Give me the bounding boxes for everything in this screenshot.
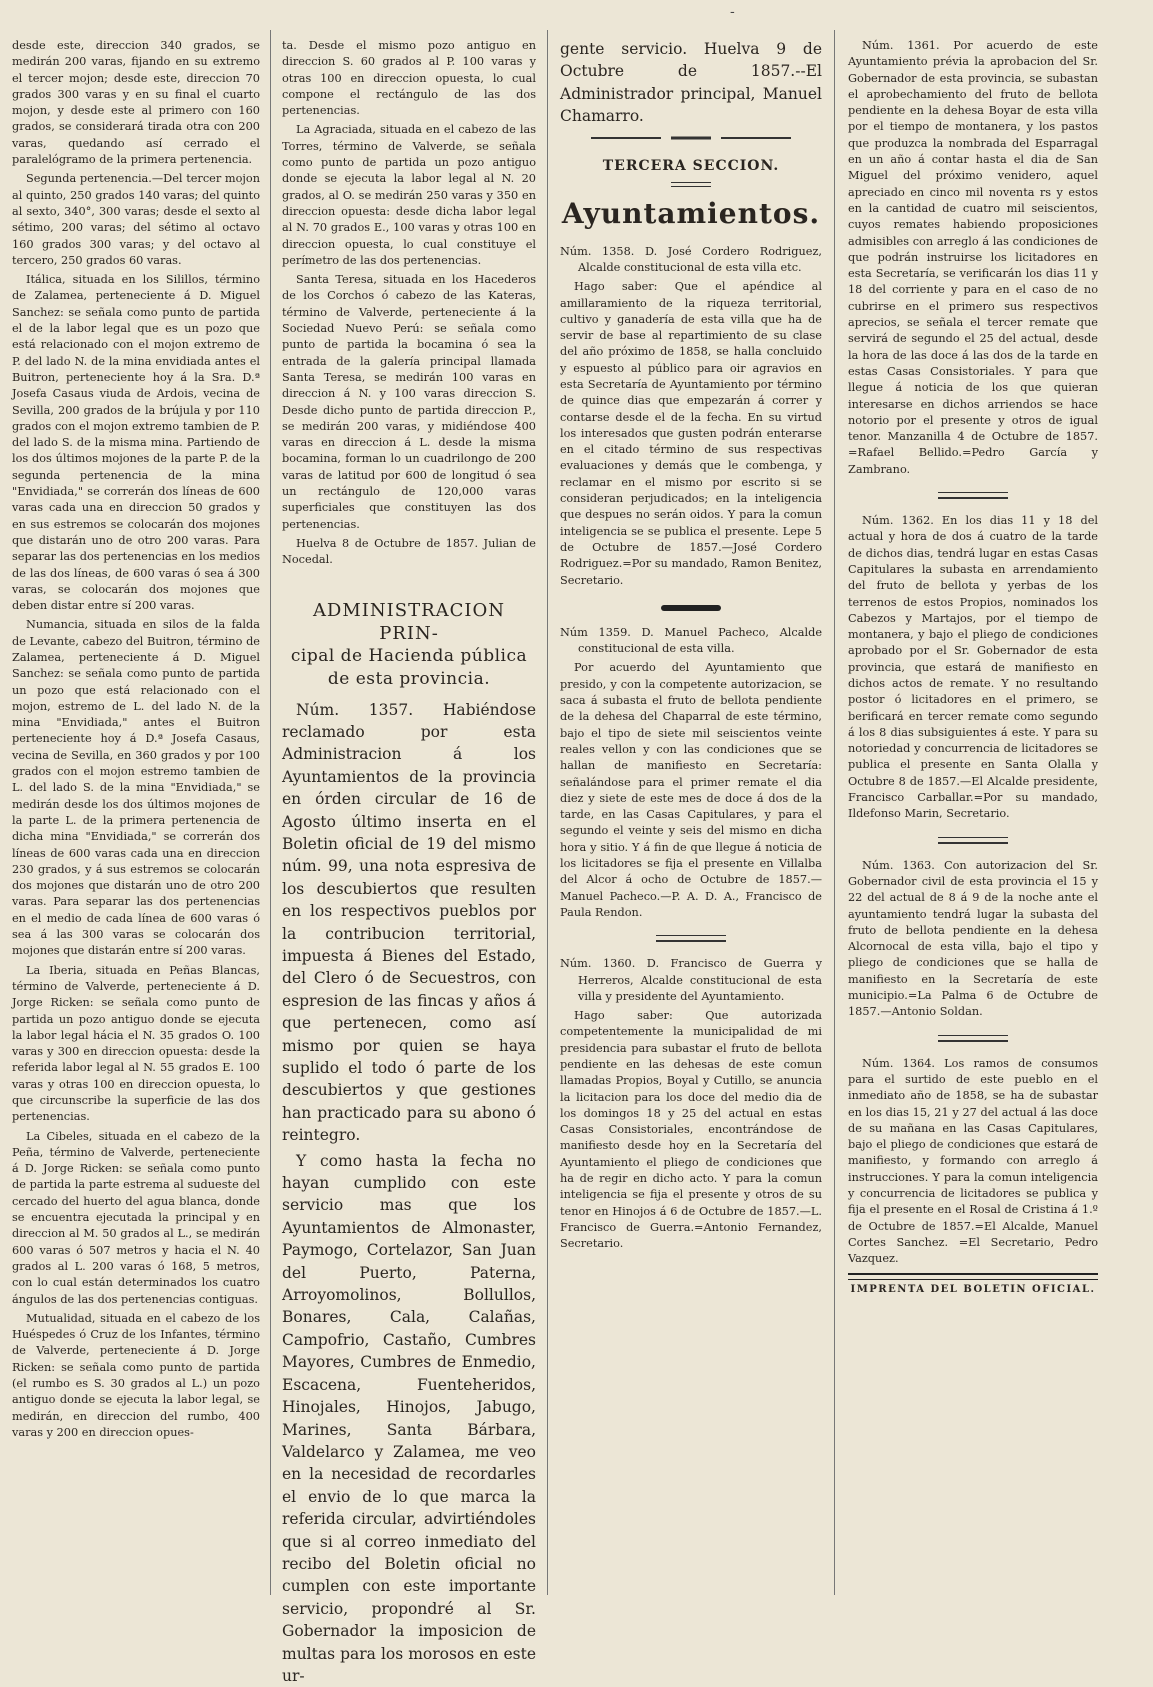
administracion-heading (286, 599, 532, 691)
mine-la-cibeles: La Cibeles, situada en el cabezo de la Peña, término de Valverde, perteneciente á D. Jorge Ricken: se señala como punto de partida la parte estrema al sudueste del cercado del huerto del agua blanca, donde se encuentra ejecutada la principal y en direccion al M. 50 grados al L., se medirán 600 varas ó 507 metros y hacia el N. 40 grados al L. 200 varas ó 168, 5 metros, con lo cual están determinados los cuatro ángulos de las dos pertenencias contiguas. (12, 1129, 260, 1308)
administracion-subtitle: cipal de Hacienda pública de esta provincia. (286, 645, 532, 691)
separator-rule (938, 837, 1008, 844)
notice-1357-body: Núm. 1357. Habiéndose reclamado por esta Administracion á los Ayuntamientos de la provincia en órden circular de 16 de Agosto último inserta en el Boletin oficial de 19 del mismo núm. 99, una nota espresiva de los descubiertos que resulten en los respectivos pueblos por la contribucion territorial, impuesta á Bienes del Estado, del Clero ó de Secuestros, con espresion de las fincas y años á que pertenecen, como así mismo por quien se haya suplido el todo ó parte de los descubiertos y que gestiones han practicado para su abono ó reintegro. (282, 699, 536, 1147)
notice-1357-body-2: Y como hasta la fecha no hayan cumplido con este servicio mas que los Ayuntamientos de Almonaster, Paymogo, Cortelazor, San Juan del Puerto, Paterna, Arroyomolinos, Bollullos, Bonares, Cala, Calañas, Campofrio, Castaño, Cumbres Mayores, Cumbres de Enmedio, Escacena, Fuenteheridos, Hinojales, Hinojos, Jabugo, Marines, Santa Bárbara, Valdelarco y Zalamea, me veo en la necesidad de recordarles el envio de lo que marca la referida circular, advirtiéndoles que si al correo inmediato del recibo del Boletin oficial no cumplen con este importante servicio, propondré al Sr. Gobernador la imposicion de multas para los morosos en este ur- (282, 1150, 536, 1687)
notice-1363: Núm. 1363. Con autorizacion del Sr. Gobernador civil de esta provincia el 15 y 22 del actual de 8 á 9 de la noche ante el ayuntamiento tendrá lugar la subasta del fruto de bellota pendiente en la dehesa Alcornocal de esta villa, bajo el tipo y pliego de condiciones que se halla de manifiesto en la Secretaría de este municipio.=La Palma 6 de Octubre de 1857.—Antonio Soldan. (848, 858, 1098, 1021)
small-rule (671, 182, 711, 187)
notice-1358-heading: Núm. 1358. D. José Cordero Rodriguez, Alcalde constitucional de esta villa etc. (560, 244, 822, 277)
notice-1358-body: Hago saber: Que el apéndice al amillaramiento de la riqueza territorial, cultivo y ganadería de esta villa que ha de servir de base al repartimiento de su clase del año próximo de 1858, se halla concluido y espuesto al público para oir agravios en esta Secretaría de Ayuntamiento por término de quince dias que empezarán á correr y contarse desde el de la fecha. En su virtud los interesados que gusten podrán enterarse en el citado término de sus respectivas evaluaciones y demás que le combenga, y reclamar en el mismo por escrito si se consideran perjudicados; en la inteligencia que despues no serán oidos. Y para la comun inteligencia se se publica el presente. Lepe 5 de Octubre de 1857.—José Cordero Rodriguez.=Por su mandado, Ramon Benitez, Secretario. (560, 279, 822, 589)
mine-mutualidad: Mutualidad, situada en el cabezo de los Huéspedes ó Cruz de los Infantes, término de Valverde, perteneciente á D. Jorge Ricken: se señala como punto de partida (el rumbo es S. 30 grados al L.) un pozo antiguo donde se ejecuta la labor legal, se medirán, en direccion del rumbo, 400 varas y 200 en direccion opues- (12, 1311, 260, 1441)
separator-rule (938, 1035, 1008, 1042)
notice-1359-body: Por acuerdo del Ayuntamiento que presido, y con la competente autorizacion, se saca á subasta el fruto de bellota pendiente de la dehesa del Chaparral de este término, bajo el tipo de siete mil seiscientos veinte reales vellon y con las condiciones que se hallan de manifiesto en Secretaría: señalándose para el primer remate el dia diez y siete de este mes de doce á dos de la tarde, en las Casas Capitulares, y para el segundo el veinte y seis del mismo en dicha hora y sitio. Y á fin de que llegue á noticia de los licitadores se fija el presente en Villalba del Alcor á ocho de Octubre de 1857.—Manuel Pacheco.—P. A. D. A., Francisco de Paula Rendon. (560, 660, 822, 921)
mine-numancia: Numancia, situada en silos de la falda de Levante, cabezo del Buitron, término de Zalamea, perteneciente á D. Miguel Sanchez: se señala como punto de partida un pozo que está relacionado con el mojon, estremo de L. del lado N. de la mina "Envidiada," antes el Buitron perteneciente hoy á D.ª Josefa Casaus, vecina de Sevilla, en 360 grados y por 100 grados con el mojon estremo tambien de L. del lado S. de la mina "Envidiada," se medirán desde los dos últimos mojones de la parte L. de la primera pertenencia de dicha mina "Envidiada," se correrán dos líneas de 600 varas cada una en direccion 230 grados, y á sus estremos se colocarán dos mojones que distarán uno de otro 200 varas. Para separar las dos pertenencias en el medio de cada línea de 600 varas ó sea á las 300 varas se colocarán dos mojones que distarán entre sí 200 varas. (12, 617, 260, 959)
column-3 (560, 38, 822, 1594)
column-2 (282, 38, 536, 1594)
mine-santa-teresa: Santa Teresa, situada en los Hacederos de los Corchos ó cabezo de las Kateras, término de Valverde, perteneciente á la Sociedad Nuevo Perú: se señala como punto de partida la bocamina ó sea la entrada de la galería principal llamada Santa Teresa, se medirán 100 varas en direccion á N. y 100 varas direccion S. Desde dicho punto de partida direccion P., se medirán 200 varas, y midiéndose 400 varas en direccion á L. desde la misma bocamina, forman lo un cuadrilongo de 200 varas de latitud por 600 de longitud ó sea un rectángulo de 120,000 varas superficiales que constituyen las dos pertenencias. (282, 272, 536, 533)
notice-1357-end: gente servicio. Huelva 9 de Octubre de 1857.--El Administrador principal, Manuel Chamarro. (560, 38, 822, 128)
section-heading: TERCERA SECCION. (560, 158, 822, 174)
separator-rule (938, 492, 1008, 499)
imprenta-footer: IMPRENTA DEL BOLETIN OFICIAL. (848, 1284, 1098, 1295)
column-rule (834, 30, 835, 1595)
notice-1361: Núm. 1361. Por acuerdo de este Ayuntamiento prévia la aprobacion del Sr. Gobernador de esta provincia, se subastan el aprobechamiento del fruto de bellota pendiente en la dehesa Boyar de esta villa por el tiempo de montanera, y los pastos que produzca la nombrada del Esparragal en un año á contar hasta el dia de San Miguel del próximo venidero, aquel apreciado en cinco mil noventa rs y estos en la cantidad de cuatro mil seiscientos, cuyos remates habiendo proposiciones admisibles con arreglo á las condiciones de que podrán instruirse los licitadores en esta Secretaría, se verificarán los dias 11 y 18 del corriente y para en el caso de no cubrirse en el primero sus respectivos aprecios, se señala el tercer remate que servirá de segundo el 25 del actual, desde la hora de las doce á las dos de la tarde en estas Casas Consistoriales. Y para que llegue á noticia de los que quieran interesarse en dichos arriendos se hace notorio por el presente y otros de igual tenor. Manzanilla 4 de Octubre de 1857. =Rafael Bellido.=Pedro García y Zambrano. (848, 38, 1098, 478)
mine-paragraph: Segunda pertenencia.—Del tercer mojon al quinto, 250 grados 140 varas; del quinto al sexto, 340°, 300 varas; desde el sexto al sétimo, 200 varas; del sétimo al octavo 160 grados 300 varas; y del octavo al tercero, 250 grados 60 varas. (12, 171, 260, 269)
notice-1362: Núm. 1362. En los dias 11 y 18 del actual y hora de dos á cuatro de la tarde de dichos dias, tendrá lugar en estas Casas Capitulares la subasta en arrendamiento del fruto de bellota y yerbas de los terrenos de estos Propios, nominados los Cabezos y Martajos, por el tiempo de montanera, y bajo el pliego de condiciones aprobado por el Sr. Gobernador de esta provincia, que estará de manifiesto en dichos actos de remate. Y no resultando postor ó licitadores en el primero, se berificará en tercer remate como segundo á los 8 dias subsiguientes á este. Y para su notoriedad y concurrencia de licitadores se publica el presente en Santa Olalla y Octubre 8 de 1857.—El Alcalde presidente, Francisco Carballar.=Por su mandado, Ildefonso Marin, Secretario. (848, 513, 1098, 823)
administracion-title: ADMINISTRACION PRIN- (313, 600, 505, 644)
notice-1364: Núm. 1364. Los ramos de consumos para el surtido de este pueblo en el inmediato año de 1858, se ha de subastar en los dias 15, 21 y 27 del actual á las doce de su mañana en las Casas Capitulares, bajo el pliego de condiciones que estará de manifiesto, y formando con arreglo á instrucciones. Y para la comun inteligencia y concurrencia de licitadores se publica y fija el presente en el Rosal de Cristina á 1.º de Octubre de 1857.=El Alcalde, Manuel Cortes Sanchez. =El Secretario, Pedro Vazquez. (848, 1056, 1098, 1268)
separator-rule (656, 935, 726, 942)
mine-la-iberia: La Iberia, situada en Peñas Blancas, término de Valverde, perteneciente á D. Jorge Ricken: se señala como punto de partida un pozo antiguo donde se ejecuta la labor legal hácia el N. 35 grados O. 100 varas y 300 en direccion opuesta: desde la referida labor legal al N. 55 grados E. 100 varas y otras 100 en direccion opuesta, lo que circunscribe la superficie de las dos pertenencias. (12, 963, 260, 1126)
ornamental-rule (591, 134, 791, 140)
mine-paragraph: desde este, direccion 340 grados, se medirán 200 varas, fijando en su extremo el tercer mojon; desde este, direccion 70 grados 300 varas y en su final el cuarto mojon, y desde este al primero con 160 grados, se considerará tirada otra con 200 varas, quedando así cerrado el paralelógramo de la primera pertenencia. (12, 38, 260, 168)
mine-la-agraciada: La Agraciada, situada en el cabezo de las Torres, término de Valverde, se señala como punto de partida un pozo antiguo donde se ejecuta la labor legal al N. 20 grados, al O. se medirán 250 varas y 350 en direccion opuesta: desde dicha labor legal al N. 70 grados E., 100 varas y otras 100 en direccion opuesta, lo cual constituye el perímetro de las dos pertenencias. (282, 122, 536, 269)
notice-1360-body: Hago saber: Que autorizada competentemente la municipalidad de mi presidencia para subastar el fruto de bellota pendiente en las dehesas de este comun llamadas Propios, Boyal y Cutillo, se anuncia la licitacion para los doce del medio dia de los domingos 18 y 25 del actual en estas Casas Consistoriales, encontrándose de manifiesto desde hoy en la Secretaría del Ayuntamiento el pliego de condiciones que ha de regir en dicho acto. Y para la comun inteligencia se fija el presente y otros de su tenor en Hinojos á 6 de Octubre de 1857.—L. Francisco de Guerra.=Antonio Fernandez, Secretario. (560, 1008, 822, 1252)
column-1 (12, 38, 260, 1594)
notice-1357-continued (560, 38, 822, 128)
ayuntamientos-heading: Ayuntamientos. (560, 197, 822, 230)
separator-ornament (661, 605, 721, 611)
mine-italica: Itálica, situada en los Silillos, término de Zalamea, perteneciente á D. Miguel Sanchez: se señala como punto de partida el de la labor legal que es un pozo que está relacionado con el mojon extremo de P. del lado N. de la mina envidiada antes el Buitron, perteneciente hoy á la Sra. D.ª Josefa Casaus viuda de Ardois, vecina de Sevilla, 200 grados de la brújula y por 110 grados con el mojon extremo tambien de P. del lado S. de la misma mina. Partiendo de los dos últimos mojones de la parte P. de la segunda pertenencia de la mina "Envidiada," se correrán dos líneas de 600 varas cada una en direccion 50 grados y en sus estremos se colocarán dos mojones que distarán uno de otro 200 varas. Para separar las dos pertenencias en los medios de las dos líneas, de 600 varas ó sea á 300 varas, se colocarán dos mojones que deben distar entre sí 200 varas. (12, 272, 260, 614)
column-rule (270, 30, 271, 1595)
top-mark: - (730, 4, 735, 20)
notice-1360-heading: Núm. 1360. D. Francisco de Guerra y Herreros, Alcalde constitucional de esta villa y presidente del Ayuntamiento. (560, 956, 822, 1005)
mine-paragraph: ta. Desde el mismo pozo antiguo en direccion S. 60 grados al P. 100 varas y otras 100 en direccion opuesta, lo cual compone el rectángulo de las dos pertenencias. (282, 38, 536, 119)
notice-1359-heading: Núm 1359. D. Manuel Pacheco, Alcalde constitucional de esta villa. (560, 625, 822, 658)
column-rule (547, 30, 548, 1595)
end-rule (848, 1273, 1098, 1280)
column-4 (848, 38, 1098, 1594)
notice-1357 (282, 699, 536, 1687)
signature-huelva: Huelva 8 de Octubre de 1857. Julian de Nocedal. (282, 536, 536, 569)
